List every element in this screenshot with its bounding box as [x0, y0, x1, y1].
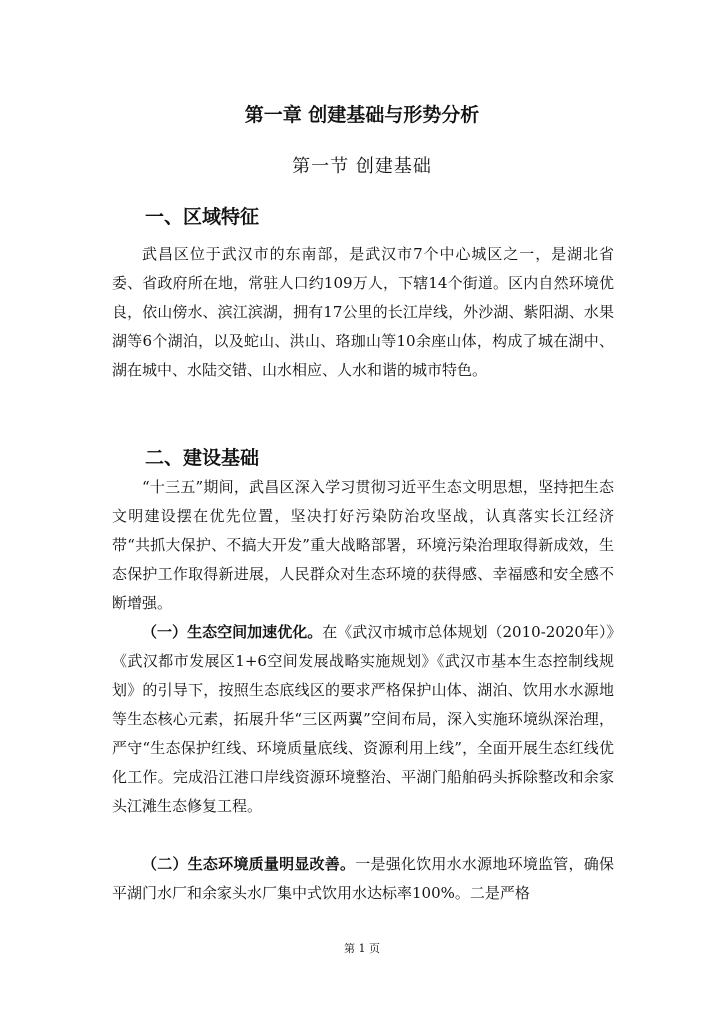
paragraph-ecological-space [112, 618, 614, 821]
paragraph-environment-quality-lead: （二）生态环境质量明显改善。 [142, 855, 356, 873]
heading-region-features: 一、区域特征 [145, 206, 260, 228]
paragraph-environment-quality [112, 850, 614, 908]
paragraph-ecological-space-lead: （一）生态空间加速优化。 [142, 623, 323, 641]
paragraph-environment-quality-text: 一是强化饮用水水源地环境监管，确保平湖门水厂和余家头水厂集中式饮用水达标率100%。二是严格 [112, 855, 614, 902]
paragraph-construction-basis: “十三五”期间，武昌区深入学习贯彻习近平生态文明思想，坚持把生态文明建设摆在优先位置，坚决打好污染防治攻坚战，认真落实长江经济带“共抓大保护、不搞大开发”重大战略部署，环境污染治理取得新成效，生态保护工作取得新进展，人民群众对生态环境的获得感、幸福感和安全感不断增强。 [112, 478, 614, 612]
paragraph-ecological-space-text: 在《武汉市城市总体规划（2010-2020年）》《武汉都市发展区1+6空间发展战略实施规划》《武汉市基本生态控制线规划》的引导下，按照生态底线区的要求严格保护山体、湖泊、饮用水水源地等生态核心元素，拓展升华“三区两翼”空间布局，深入实施环境纵深治理，严守“生态保护红线、环境质量底线、资源利用上线”，全面开展生态红线优化工作。完成沿江港口岸线资源环境整治、平湖门船舶码头拆除整改和余家头江滩生态修复工程。 [112, 623, 614, 815]
chapter-title: 第一章 创建基础与形势分析 [244, 104, 480, 126]
page-number: 第 1 页 [344, 942, 380, 955]
paragraph-region-features: 武昌区位于武汉市的东南部，是武汉市7个中心城区之一，是湖北省委、省政府所在地，常驻人口约109万人，下辖14个街道。区内自然环境优良，依山傍水、滨江滨湖，拥有17公里的长江岸线，外沙湖、紫阳湖、水果湖等6个湖泊，以及蛇山、洪山、珞珈山等10余座山体，构成了城在湖中、湖在城中、水陆交错、山水相应、人水和谐的城市特色。 [112, 245, 614, 379]
section-title: 第一节 创建基础 [292, 156, 432, 177]
heading-construction-basis: 二、建设基础 [145, 447, 260, 469]
